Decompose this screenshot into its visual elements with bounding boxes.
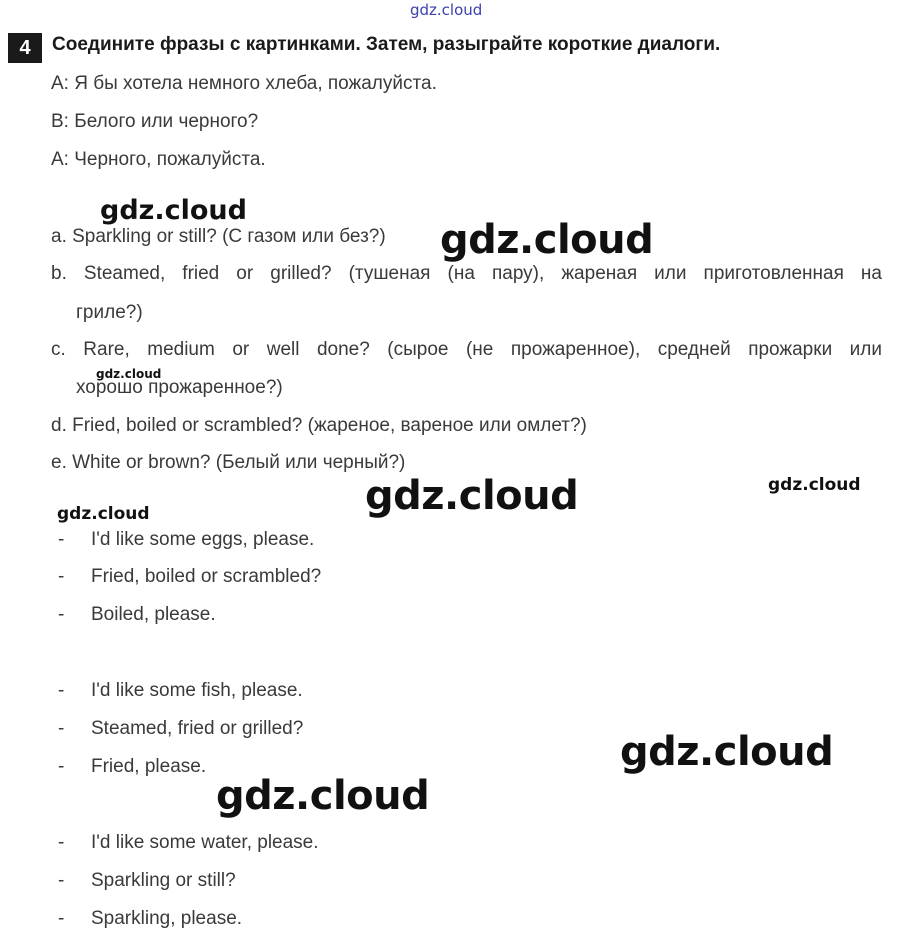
watermark: gdz.cloud <box>365 473 579 519</box>
dialogue-line: Sparkling or still? <box>91 870 236 891</box>
option-d: d. Fried, boiled or scrambled? (жареное, вареное или омлет?) <box>51 415 587 436</box>
watermark: gdz.cloud <box>57 504 150 524</box>
watermark: gdz.cloud <box>768 475 861 495</box>
dash-bullet: - <box>58 908 65 929</box>
watermark: gdz.cloud <box>620 729 834 775</box>
watermark: gdz.cloud <box>100 195 247 226</box>
dash-bullet: - <box>58 529 65 550</box>
dialogue-line: I'd like some fish, please. <box>91 680 303 701</box>
dialogue-line: I'd like some water, please. <box>91 832 319 853</box>
option-a: a. Sparkling or still? (С газом или без?) <box>51 226 386 247</box>
dash-bullet: - <box>58 566 65 587</box>
option-e: e. White or brown? (Белый или черный?) <box>51 452 406 473</box>
option-c: c. Rare, medium or well done? (сырое (не прожаренное), средней прожарки или <box>51 339 882 360</box>
option-b-continuation: гриле?) <box>76 302 143 323</box>
task-number-badge: 4 <box>8 33 42 63</box>
option-c-continuation: хорошо прожаренное?) <box>76 377 283 398</box>
dash-bullet: - <box>58 680 65 701</box>
sample-dialogue-line: B: Белого или черного? <box>51 111 259 132</box>
dialogue-line: Steamed, fried or grilled? <box>91 718 304 739</box>
watermark: gdz.cloud <box>216 773 430 819</box>
dialogue-line: I'd like some eggs, please. <box>91 529 315 550</box>
dash-bullet: - <box>58 718 65 739</box>
watermark: gdz.cloud <box>96 367 162 381</box>
dash-bullet: - <box>58 604 65 625</box>
dash-bullet: - <box>58 756 65 777</box>
sample-dialogue-line: A: Я бы хотела немного хлеба, пожалуйста. <box>51 73 437 94</box>
watermark-top: gdz.cloud <box>410 1 483 19</box>
dialogue-line: Fried, boiled or scrambled? <box>91 566 322 587</box>
task-title: Соедините фразы с картинками. Затем, разыграйте короткие диалоги. <box>52 34 721 55</box>
dialogue-line: Sparkling, please. <box>91 908 243 929</box>
option-b: b. Steamed, fried or grilled? (тушеная (на пару), жареная или приготовленная на <box>51 263 882 284</box>
dash-bullet: - <box>58 832 65 853</box>
sample-dialogue-line: A: Черного, пожалуйста. <box>51 149 266 170</box>
dialogue-line: Fried, please. <box>91 756 207 777</box>
watermark: gdz.cloud <box>440 217 654 263</box>
dialogue-line: Boiled, please. <box>91 604 216 625</box>
dash-bullet: - <box>58 870 65 891</box>
